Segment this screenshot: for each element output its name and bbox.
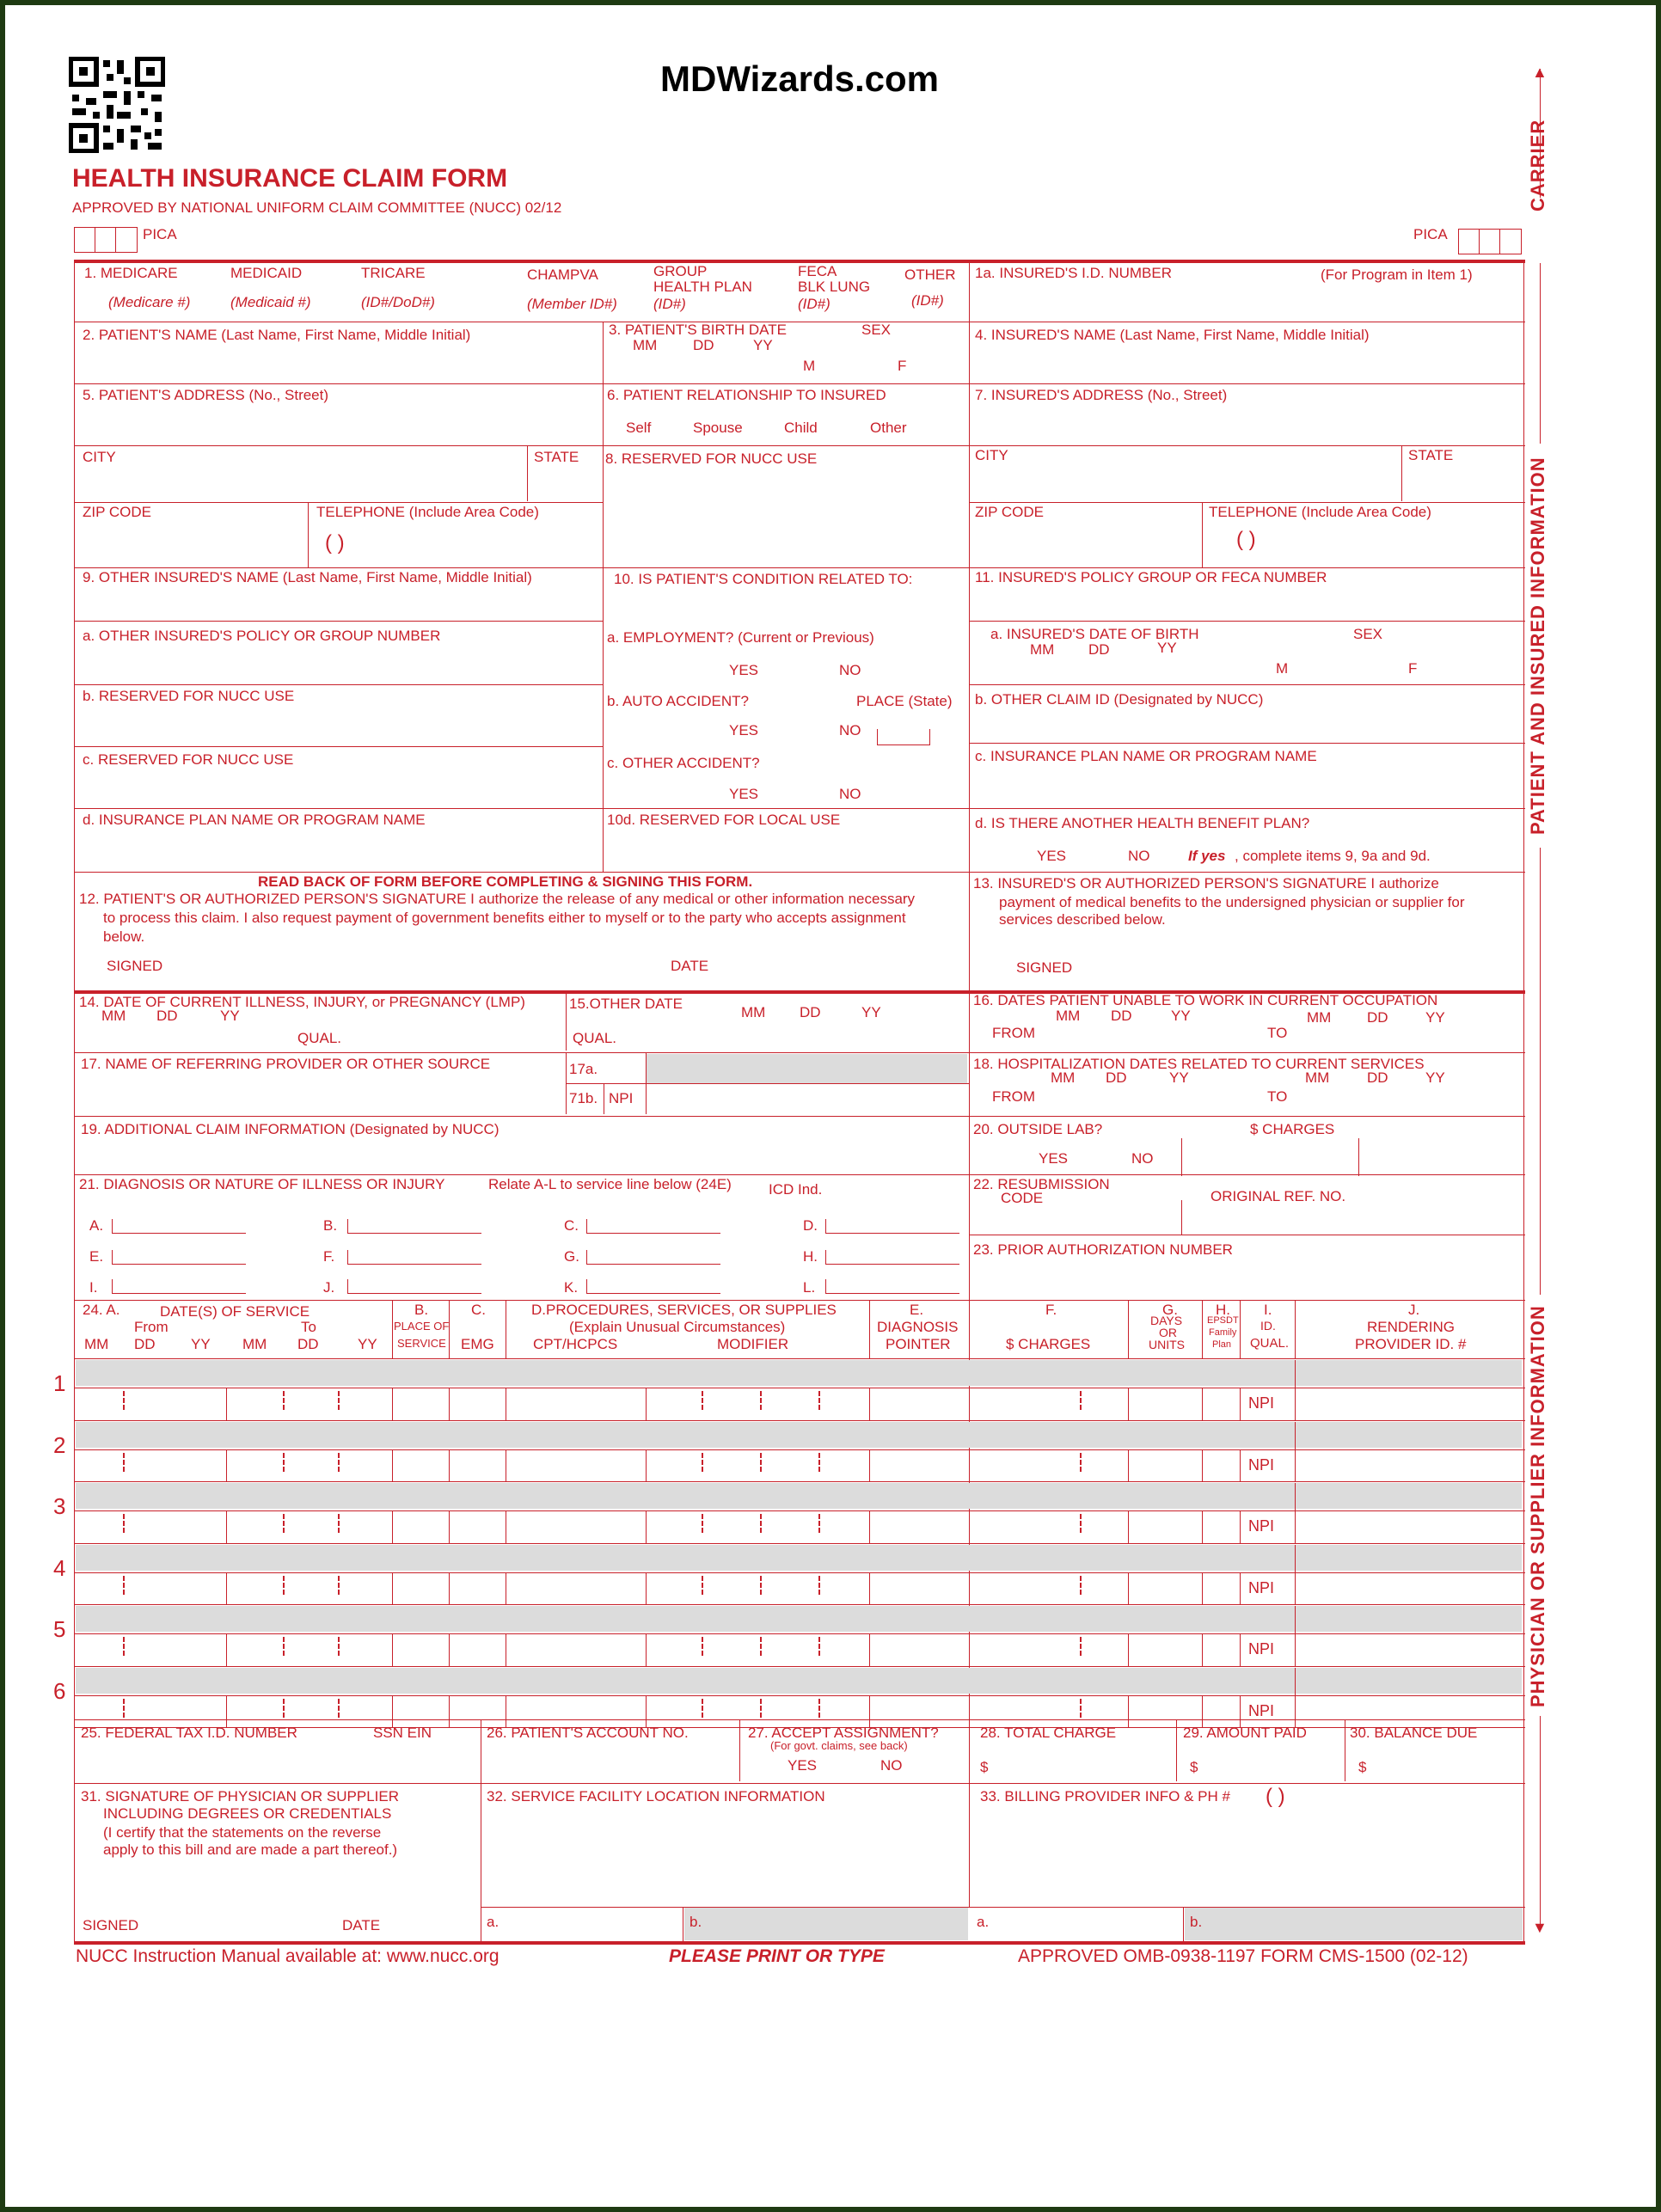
pica-right-box[interactable] xyxy=(1458,229,1522,254)
line-number-2: 2 xyxy=(53,1431,66,1458)
f17a-shade xyxy=(646,1054,967,1083)
f17b-npi: NPI xyxy=(609,1090,634,1106)
approved-text: APPROVED BY NATIONAL UNIFORM CLAIM COMMITTEE (NUCC) 02/12 xyxy=(72,199,562,216)
line-npi-2: NPI xyxy=(1248,1455,1275,1474)
medicaid-label[interactable]: MEDICAID xyxy=(230,265,303,281)
prior-auth-label: 23. PRIOR AUTHORIZATION NUMBER xyxy=(973,1241,1233,1258)
medicaid-sub: (Medicaid #) xyxy=(230,294,311,310)
f14-mm: MM xyxy=(101,1008,126,1024)
f32b: b. xyxy=(690,1914,702,1930)
diag-f: F. xyxy=(323,1248,335,1265)
reserved-9b-label: b. RESERVED FOR NUCC USE xyxy=(83,688,295,704)
other-sub: (ID#) xyxy=(911,292,944,309)
h-g4: UNITS xyxy=(1149,1338,1185,1351)
diag-h: H. xyxy=(803,1248,818,1265)
sex-f-option[interactable]: F xyxy=(898,358,907,374)
f18-mm: MM xyxy=(1051,1069,1076,1086)
icd-ind-label: ICD Ind. xyxy=(769,1181,823,1198)
amount-paid-dollar: $ xyxy=(1190,1759,1198,1775)
line-shade-6 xyxy=(76,1668,1522,1694)
other-accident-no[interactable]: NO xyxy=(839,786,861,802)
h-g3: OR xyxy=(1159,1326,1177,1339)
f14-qual: QUAL. xyxy=(297,1030,342,1046)
state-label: STATE xyxy=(534,449,579,465)
condition-related-label: 10. IS PATIENT'S CONDITION RELATED TO: xyxy=(614,571,913,587)
auto-no[interactable]: NO xyxy=(839,722,861,738)
f14-yy: YY xyxy=(220,1008,240,1024)
accept-note: (For govt. claims, see back) xyxy=(770,1739,908,1752)
h-j2: RENDERING xyxy=(1367,1319,1456,1335)
phone-area-code[interactable]: ( ) xyxy=(325,531,345,555)
h-from: From xyxy=(134,1319,169,1335)
h-mm-1: MM xyxy=(84,1336,109,1352)
h-h4: Plan xyxy=(1212,1339,1232,1350)
referring-provider-label: 17. NAME OF REFERRING PROVIDER OR OTHER SOURCE xyxy=(81,1056,491,1072)
billing-provider-label: 33. BILLING PROVIDER INFO & PH # xyxy=(980,1788,1230,1805)
place-state-label: PLACE (State) xyxy=(856,693,953,709)
employment-yes[interactable]: YES xyxy=(729,662,759,678)
lab-no[interactable]: NO xyxy=(1131,1150,1154,1167)
insured-phone-label: TELEPHONE (Include Area Code) xyxy=(1209,504,1431,520)
diagnosis-relate: Relate A-L to service line below (24E) xyxy=(488,1176,732,1192)
diag-c: C. xyxy=(564,1217,579,1234)
birth-date-label: 3. PATIENT'S BIRTH DATE xyxy=(609,322,787,338)
insured-name-label: 4. INSURED'S NAME (Last Name, First Name, Middle Initial) xyxy=(975,327,1370,343)
insured-phone-area[interactable]: ( ) xyxy=(1236,528,1256,551)
h-mm-2: MM xyxy=(242,1336,267,1352)
original-ref-label: ORIGINAL REF. NO. xyxy=(1211,1188,1346,1204)
lab-yes[interactable]: YES xyxy=(1039,1150,1069,1167)
champva-sub: (Member ID#) xyxy=(527,296,617,312)
auto-accident-label: b. AUTO ACCIDENT? xyxy=(607,693,750,709)
f18-from: FROM xyxy=(992,1088,1036,1105)
line-shade-4 xyxy=(76,1545,1522,1571)
outside-lab-label: 20. OUTSIDE LAB? xyxy=(973,1121,1103,1137)
dd-label: DD xyxy=(693,337,714,353)
balance-due-dollar: $ xyxy=(1358,1759,1367,1775)
insured-sex-label: SEX xyxy=(1353,626,1383,642)
h-emg: EMG xyxy=(461,1336,494,1352)
f16-to-dd: DD xyxy=(1367,1009,1388,1026)
h-f: F. xyxy=(1045,1302,1057,1318)
pica-right-label: PICA xyxy=(1413,226,1448,242)
date-12-label: DATE xyxy=(671,958,709,974)
signature-13-line3: services described below. xyxy=(999,911,1166,928)
line-number-4: 4 xyxy=(53,1554,66,1581)
footer-omb: APPROVED OMB-0938-1197 FORM CMS-1500 (02-12) xyxy=(1018,1946,1468,1966)
f18-yy: YY xyxy=(1169,1069,1189,1086)
readback-text: READ BACK OF FORM BEFORE COMPLETING & SIGNING THIS FORM. xyxy=(258,873,753,890)
if-yes-note: , complete items 9, 9a and 9d. xyxy=(1235,848,1431,864)
resubmission-code: CODE xyxy=(1001,1190,1044,1206)
rel-other[interactable]: Other xyxy=(870,420,907,436)
balance-due-label: 30. BALANCE DUE xyxy=(1350,1725,1478,1741)
f16-to-mm: MM xyxy=(1307,1009,1332,1026)
diag-e: E. xyxy=(89,1248,104,1265)
rel-child[interactable]: Child xyxy=(784,420,818,436)
place-state-field[interactable] xyxy=(877,729,930,745)
line-npi-6: NPI xyxy=(1248,1701,1275,1719)
h-h: H. xyxy=(1216,1302,1230,1318)
insured-address-label: 7. INSURED'S ADDRESS (No., Street) xyxy=(975,387,1228,403)
other-claim-label: b. OTHER CLAIM ID (Designated by NUCC) xyxy=(975,691,1264,708)
diag-j: J. xyxy=(323,1279,335,1296)
insured-sex-m[interactable]: M xyxy=(1276,660,1289,677)
diag-a: A. xyxy=(89,1217,104,1234)
dob-yy: YY xyxy=(1157,640,1177,656)
medicare-label[interactable]: 1. MEDICARE xyxy=(84,265,178,281)
mm-label: MM xyxy=(633,337,658,353)
h24a: 24. A. xyxy=(83,1302,120,1318)
footer-print: PLEASE PRINT OR TYPE xyxy=(669,1946,885,1966)
other-accident-yes[interactable]: YES xyxy=(729,786,759,802)
employment-label: a. EMPLOYMENT? (Current or Previous) xyxy=(607,629,874,646)
sex-label: SEX xyxy=(861,322,892,338)
other-policy-label: a. OTHER INSURED'S POLICY OR GROUP NUMBER xyxy=(83,628,441,644)
if-yes-label: If yes xyxy=(1188,848,1226,864)
h-f2: $ CHARGES xyxy=(1006,1336,1091,1352)
insured-state-label: STATE xyxy=(1408,447,1454,463)
signature-12-line1: 12. PATIENT'S OR AUTHORIZED PERSON'S SIGNATURE I authorize the release of any medical or other information necessary xyxy=(79,891,916,907)
f18-dd: DD xyxy=(1106,1069,1127,1086)
reserved-9c-label: c. RESERVED FOR NUCC USE xyxy=(83,751,294,768)
facility-label: 32. SERVICE FACILITY LOCATION INFORMATION xyxy=(487,1788,825,1805)
hospitalization-label: 18. HOSPITALIZATION DATES RELATED TO CURRENT SERVICES xyxy=(973,1056,1425,1072)
h-e: E. xyxy=(910,1302,924,1318)
diag-l: L. xyxy=(803,1279,816,1296)
tax-id-label: 25. FEDERAL TAX I.D. NUMBER xyxy=(81,1725,297,1741)
insured-id-label: 1a. INSURED'S I.D. NUMBER xyxy=(975,265,1173,281)
tricare-label[interactable]: TRICARE xyxy=(361,265,426,281)
diag-k: K. xyxy=(564,1279,579,1296)
f16-mm: MM xyxy=(1056,1008,1081,1024)
other-date-label: 15.OTHER DATE xyxy=(569,996,683,1012)
insurance-plan-label: c. INSURANCE PLAN NAME OR PROGRAM NAME xyxy=(975,748,1317,764)
line-number-6: 6 xyxy=(53,1677,66,1704)
employment-no[interactable]: NO xyxy=(839,662,861,678)
h-d2: (Explain Unusual Circumstances) xyxy=(569,1319,786,1335)
f18-to-yy: YY xyxy=(1425,1069,1445,1086)
ssn-ein-label: SSN EIN xyxy=(373,1725,432,1741)
another-plan-no[interactable]: NO xyxy=(1128,848,1150,864)
line-npi-3: NPI xyxy=(1248,1517,1275,1535)
line-npi-5: NPI xyxy=(1248,1640,1275,1657)
patient-address-label: 5. PATIENT'S ADDRESS (No., Street) xyxy=(83,387,329,403)
f15-mm: MM xyxy=(741,1004,766,1020)
h-modifier: MODIFIER xyxy=(717,1336,789,1352)
dob-mm: MM xyxy=(1030,641,1055,658)
line-shade-5 xyxy=(76,1606,1522,1632)
f15-dd: DD xyxy=(800,1004,821,1020)
pica-left-label: PICA xyxy=(143,226,177,242)
group-label-2: HEALTH PLAN xyxy=(653,279,752,295)
signature-13-line2: payment of medical benefits to the undersigned physician or supplier for xyxy=(999,894,1465,910)
sex-m-option[interactable]: M xyxy=(803,358,816,374)
h-b: B. xyxy=(414,1302,429,1318)
f31-line1: 31. SIGNATURE OF PHYSICIAN OR SUPPLIER xyxy=(81,1788,399,1805)
f16-to: TO xyxy=(1267,1025,1288,1041)
h-cpt: CPT/HCPCS xyxy=(533,1336,618,1352)
zip-label: ZIP CODE xyxy=(83,504,151,520)
insured-city-label: CITY xyxy=(975,447,1008,463)
another-plan-label: d. IS THERE ANOTHER HEALTH BENEFIT PLAN? xyxy=(975,815,1310,831)
accept-assignment-label: 27. ACCEPT ASSIGNMENT? xyxy=(748,1725,939,1741)
line-npi-1: NPI xyxy=(1248,1394,1275,1412)
feca-sub: (ID#) xyxy=(798,296,830,312)
city-label: CITY xyxy=(83,449,116,465)
carrier-label: CARRIER xyxy=(1527,119,1548,211)
local-use-label: 10d. RESERVED FOR LOCAL USE xyxy=(607,812,841,828)
insured-dob-label: a. INSURED'S DATE OF BIRTH xyxy=(990,626,1199,642)
accept-no[interactable]: NO xyxy=(880,1757,903,1774)
h-place: PLACE OF xyxy=(394,1320,450,1333)
f16-from: FROM xyxy=(992,1025,1036,1041)
resubmission-label: 22. RESUBMISSION xyxy=(973,1176,1110,1192)
f15-qual: QUAL. xyxy=(573,1030,617,1046)
f16-to-yy: YY xyxy=(1425,1009,1445,1026)
medicare-sub: (Medicare #) xyxy=(108,294,191,310)
feca-label-2: BLK LUNG xyxy=(798,279,871,295)
f16-yy: YY xyxy=(1171,1008,1191,1024)
diag-b: B. xyxy=(323,1217,338,1234)
physician-info-label: PHYSICIAN OR SUPPLIER INFORMATION xyxy=(1527,1305,1548,1707)
f33b: b. xyxy=(1190,1914,1203,1930)
auto-yes[interactable]: YES xyxy=(729,722,759,738)
claim-form-page xyxy=(5,5,1656,2207)
illness-date-label: 14. DATE OF CURRENT ILLNESS, INJURY, or PREGNANCY (LMP) xyxy=(79,994,525,1010)
another-plan-yes[interactable]: YES xyxy=(1037,848,1067,864)
champva-label[interactable]: CHAMPVA xyxy=(527,267,598,283)
diag-d: D. xyxy=(803,1217,818,1234)
group-sub: (ID#) xyxy=(653,296,686,312)
h-d: D.PROCEDURES, SERVICES, OR SUPPLIES xyxy=(531,1302,837,1318)
pica-left-box[interactable] xyxy=(74,227,138,253)
h-dates: DATE(S) OF SERVICE xyxy=(160,1303,310,1320)
line-number-5: 5 xyxy=(53,1616,66,1642)
h-j: J. xyxy=(1408,1302,1420,1318)
f31-line2: INCLUDING DEGREES OR CREDENTIALS xyxy=(103,1805,392,1822)
f18-to-mm: MM xyxy=(1305,1069,1330,1086)
h-g2: DAYS xyxy=(1150,1314,1183,1327)
f16-dd: DD xyxy=(1111,1008,1132,1024)
qr-code-icon xyxy=(69,57,165,153)
diag-g: G. xyxy=(564,1248,579,1265)
line-number-3: 3 xyxy=(53,1493,66,1519)
policy-group-label: 11. INSURED'S POLICY GROUP OR FECA NUMBER xyxy=(975,569,1327,585)
h-i2: ID. xyxy=(1260,1319,1276,1333)
h-h3: Family xyxy=(1209,1327,1237,1338)
signature-12-line2: to process this claim. I also request payment of government benefits either to myself or to the party who accepts assignment xyxy=(103,910,906,926)
signed-13-label: SIGNED xyxy=(1016,959,1073,976)
f14-dd: DD xyxy=(156,1008,178,1024)
f17b-label: 71b. xyxy=(569,1090,598,1106)
amount-paid-label: 29. AMOUNT PAID xyxy=(1183,1725,1307,1741)
signature-12-line3: below. xyxy=(103,928,145,945)
f18-to-dd: DD xyxy=(1367,1069,1388,1086)
dob-dd: DD xyxy=(1088,641,1110,658)
billing-phone[interactable]: ( ) xyxy=(1266,1785,1285,1808)
diagnosis-label: 21. DIAGNOSIS OR NATURE OF ILLNESS OR INJURY xyxy=(79,1176,445,1192)
other-accident-label: c. OTHER ACCIDENT? xyxy=(607,755,760,771)
h-to: To xyxy=(301,1319,316,1335)
h-yy-1: YY xyxy=(191,1336,211,1352)
account-no-label: 26. PATIENT'S ACCOUNT NO. xyxy=(487,1725,689,1741)
insurance-plan-9d-label: d. INSURANCE PLAN NAME OR PROGRAM NAME xyxy=(83,812,426,828)
patient-name-label: 2. PATIENT'S NAME (Last Name, First Name, Middle Initial) xyxy=(83,327,471,343)
form-title: HEALTH INSURANCE CLAIM FORM xyxy=(72,164,508,193)
h-e3: POINTER xyxy=(886,1336,951,1352)
tricare-sub: (ID#/DoD#) xyxy=(361,294,435,310)
additional-claim-label: 19. ADDITIONAL CLAIM INFORMATION (Designated by NUCC) xyxy=(81,1121,500,1137)
rel-spouse[interactable]: Spouse xyxy=(693,420,743,436)
total-charge-label: 28. TOTAL CHARGE xyxy=(980,1725,1117,1741)
line-npi-4: NPI xyxy=(1248,1578,1275,1596)
signature-13-line1: 13. INSURED'S OR AUTHORIZED PERSON'S SIGNATURE I authorize xyxy=(973,875,1439,892)
lab-charges-label: $ CHARGES xyxy=(1250,1121,1335,1137)
carrier-arrow-icon: ▲ xyxy=(1532,64,1548,81)
footer-nucc[interactable]: NUCC Instruction Manual available at: www.nucc.org xyxy=(76,1946,500,1966)
f33a: a. xyxy=(977,1914,990,1930)
physician-arrow-icon: ▼ xyxy=(1532,1919,1548,1936)
yy-label: YY xyxy=(753,337,773,353)
total-charge-dollar: $ xyxy=(980,1759,989,1775)
line-number-1: 1 xyxy=(53,1370,66,1396)
h-dd-1: DD xyxy=(134,1336,156,1352)
h-c: C. xyxy=(471,1302,486,1318)
f17a-label: 17a. xyxy=(569,1061,598,1077)
f31-line3: (I certify that the statements on the reverse xyxy=(103,1824,382,1841)
h-h2: EPSDT xyxy=(1207,1315,1239,1326)
other-insured-label: 9. OTHER INSURED'S NAME (Last Name, First Name, Middle Initial) xyxy=(83,569,532,585)
insured-id-note: (For Program in Item 1) xyxy=(1321,267,1473,283)
h-g: G. xyxy=(1162,1302,1178,1318)
h-dd-2: DD xyxy=(297,1336,319,1352)
h-service: SERVICE xyxy=(397,1337,446,1350)
feca-label[interactable]: FECA xyxy=(798,263,837,279)
h-j3: PROVIDER ID. # xyxy=(1355,1336,1467,1352)
h-i: I. xyxy=(1264,1302,1272,1318)
accept-yes[interactable]: YES xyxy=(788,1757,818,1774)
f32a: a. xyxy=(487,1914,500,1930)
f31-signed: SIGNED xyxy=(83,1917,139,1933)
line-shade-2 xyxy=(76,1422,1522,1448)
h-i3: QUAL. xyxy=(1250,1336,1290,1351)
line-shade-3 xyxy=(76,1483,1522,1509)
rel-self[interactable]: Self xyxy=(626,420,652,436)
unable-work-label: 16. DATES PATIENT UNABLE TO WORK IN CURRENT OCCUPATION xyxy=(973,992,1438,1008)
f31-date: DATE xyxy=(342,1917,381,1933)
group-label[interactable]: GROUP xyxy=(653,263,708,279)
patient-info-label: PATIENT AND INSURED INFORMATION xyxy=(1527,456,1548,835)
h-e2: DIAGNOSIS xyxy=(877,1319,959,1335)
diag-i: I. xyxy=(89,1279,98,1296)
f31-line4: apply to this bill and are made a part thereof.) xyxy=(103,1841,398,1858)
reserved-nucc-label: 8. RESERVED FOR NUCC USE xyxy=(605,450,818,467)
f15-yy: YY xyxy=(861,1004,881,1020)
site-name: MDWizards.com xyxy=(660,58,940,99)
insured-zip-label: ZIP CODE xyxy=(975,504,1044,520)
phone-label: TELEPHONE (Include Area Code) xyxy=(316,504,539,520)
signed-12-label: SIGNED xyxy=(107,958,163,974)
other-label[interactable]: OTHER xyxy=(904,267,956,283)
h-yy-2: YY xyxy=(358,1336,377,1352)
f18-to: TO xyxy=(1267,1088,1288,1105)
line-shade-1 xyxy=(76,1360,1522,1386)
relationship-label: 6. PATIENT RELATIONSHIP TO INSURED xyxy=(607,387,886,403)
insured-sex-f[interactable]: F xyxy=(1408,660,1418,677)
